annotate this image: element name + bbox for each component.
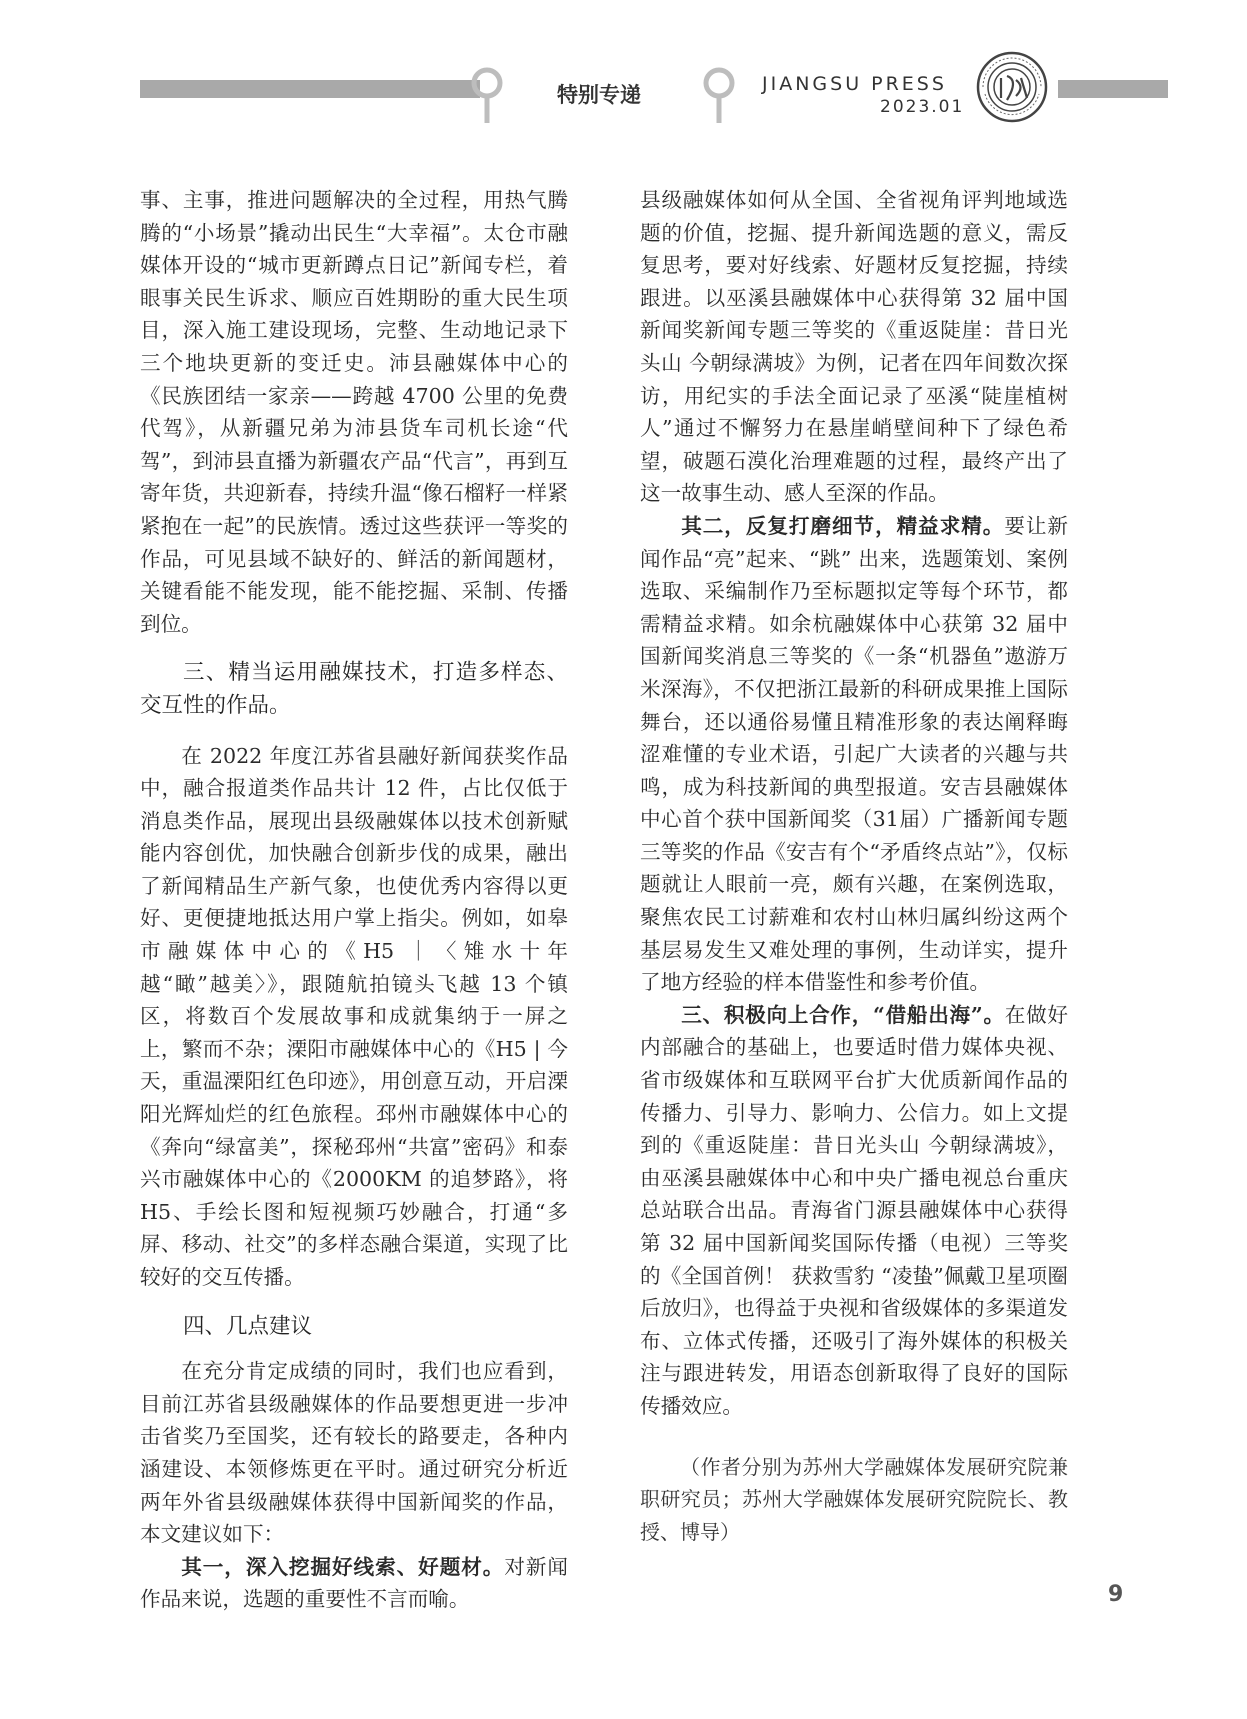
paragraph: [140, 1551, 568, 1616]
suggestion-body: 对新闻作品来说，选题的重要性不言而喻。: [140, 1554, 569, 1612]
suggestion-body: 要让新闻作品“亮”起来、“跳” 出来，选题策划、案例选取、采编制作乃至标题拟定等每个环节，都需精益求精。如余杭融媒体中心获第 32 届中国新闻奖消息三等奖的《一条“机器鱼”遨游万米深海》，不仅把浙江最新的科研成果推上国际舞台，还以通俗易懂且精准形象的表达阐释晦涩难懂的专业术语，引起广大读者的兴趣与共鸣，成为科技新闻的典型报道。安吉县融媒体中心首个获中国新闻奖（31届）广播新闻专题三等奖的作品《安吉有个“矛盾终点站”》，仅标题就让人眼前一亮，颇有兴趣，在案例选取，聚焦农民工讨薪难和农村山林归属纠纷这两个基层易发生又难处理的事例，生动详实，提升了地方经验的样本借鉴性和参考价值。: [640, 513, 1069, 995]
header-bar-right: [1058, 80, 1168, 98]
location-pin-icon: [702, 66, 736, 126]
suggestion-lead: 其一，深入挖掘好线索、好题材。: [181, 1554, 505, 1579]
paragraph: 县级融媒体如何从全国、全省视角评判地域选题的价值，挖掘、提升新闻选题的意义，需反复思考，要对好线索、好题材反复挖掘，持续跟进。以巫溪县融媒体中心获得第 32 届中国新闻奖新闻专题三等奖的《重返陡崖：昔日光头山 今朝绿满坡》为例，记者在四年间数次探访，用纪实的手法全面记录了巫溪“陡崖植树人”通过不懈努力在悬崖峭壁间种下了绿色希望，破题石漠化治理难题的过程，最终产出了这一故事生动、感人至深的作品。: [640, 188, 1068, 506]
left-column: [140, 184, 589, 1616]
page-number: 9: [1108, 1582, 1124, 1607]
section-heading-4: 四、几点建议: [183, 1313, 313, 1339]
paragraph: [640, 999, 1068, 1423]
author-note: （作者分别为苏州大学融媒体发展研究院兼职研究员；苏州大学融媒体发展研究院院长、教授、博导）: [640, 1454, 1068, 1544]
paragraph: 事、主事，推进问题解决的全过程，用热气腾腾的“小场景”撬动出民生“大幸福”。太仓市融媒体开设的“城市更新蹲点日记”新闻专栏，着眼事关民生诉求、顺应百姓期盼的重大民生项目，深入施工建设现场，完整、生动地记录下三个地块更新的变迁史。沛县融媒体中心的《民族团结一家亲——跨越 4700 公里的免费代驾》，从新疆兄弟为沛县货车司机长途“代驾”，到沛县直播为新疆农产品“代言”，再到互寄年货，共迎新春，持续升温“像石榴籽一样紧紧抱在一起”的民族情。透过这些获评一等奖的作品，可见县域不缺好的、鲜活的新闻题材，关键看能不能发现，能不能挖掘、采制、传播到位。: [140, 188, 568, 636]
paragraph: [640, 510, 1068, 999]
jiangsu-seal-icon: [975, 50, 1049, 124]
issue-number: 2023.01: [880, 97, 965, 117]
suggestion-body: 在做好内部融合的基础上，也要适时借力媒体央视、省市级媒体和互联网平台扩大优质新闻作品的传播力、引导力、影响力、公信力。如上文提到的《重返陡崖：昔日光头山 今朝绿满坡》，由巫溪县融媒体中心和中央广播电视总台重庆总站联合出品。青海省门源县融媒体中心获得第 32 届中国新闻奖国际传播（电视）三等奖的《全国首例！ 获救雪豹 “凌蛰”佩戴卫星项圈后放归》，也得益于央视和省级媒体的多渠道发布、立体式传播，还吸引了海外媒体的积极关注与跟进转发，用语态创新取得了良好的国际传播效应。: [640, 1002, 1068, 1418]
location-pin-icon: [470, 66, 504, 126]
suggestion-lead: 三、积极向上合作，“借船出海”。: [681, 1002, 1005, 1027]
paragraph: 在 2022 年度江苏省县融好新闻获奖作品中，融合报道类作品共计 12 件，占比仅低于消息类作品，展现出县级融媒体以技术创新赋能内容创优，加快融合创新步伐的成果，融出了新闻精品生产新气象，也使优秀内容得以更好、更便捷地抵达用户掌上指尖。例如，如皋市融媒体中心的《H5 ｜〈雉水十年 越“瞰”越美〉》，跟随航拍镜头飞越 13 个镇区，将数百个发展故事和成就集纳于一屏之上，繁而不杂；溧阳市融媒体中心的《H5 | 今天，重温溧阳红色印迹》，用创意互动，开启溧阳光辉灿烂的红色旅程。邳州市融媒体中心的《奔向“绿富美”，探秘邳州“共富”密码》和泰兴市融媒体中心的《2000KM 的追梦路》，将 H5、手绘长图和短视频巧妙融合，打通“多屏、移动、社交”的多样态融合渠道，实现了比较好的交互传播。: [140, 743, 589, 1289]
section-title: 特别专递: [557, 83, 641, 107]
suggestion-lead: 其二，反复打磨细节，精益求精。: [681, 513, 1005, 538]
press-name: JIANGSU PRESS: [762, 73, 947, 95]
header-bar-left: [140, 80, 480, 98]
section-heading-3: 三、精当运用融媒技术，打造多样态、交互性的作品。: [140, 660, 568, 718]
right-column: [640, 184, 1068, 1548]
paragraph: 在充分肯定成绩的同时，我们也应看到，目前江苏省县级融媒体的作品要想更进一步冲击省奖乃至国奖，还有较长的路要走，各种内涵建设、本领修炼更在平时。通过研究分析近两年外省县级融媒体获得中国新闻奖的作品，本文建议如下：: [140, 1359, 568, 1547]
